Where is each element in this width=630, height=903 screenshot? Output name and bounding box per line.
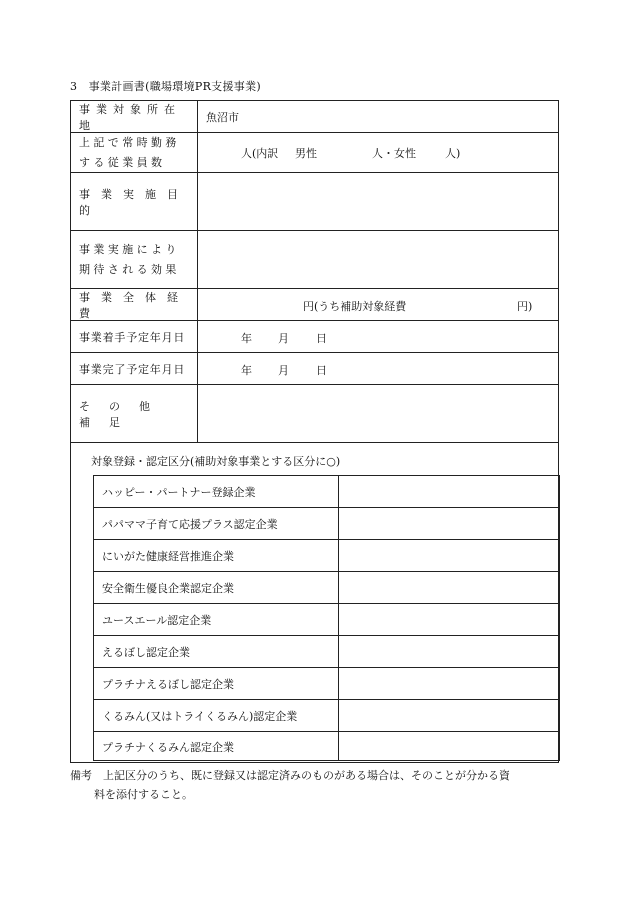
certification-mark-cell[interactable] (339, 508, 559, 539)
location-label: 事業対象所在地 (71, 101, 198, 132)
certification-label: プラチナえるぼし認定企業 (94, 668, 339, 699)
employees-label-line1: 上記で常時勤務 (79, 135, 180, 149)
certification-row (94, 476, 559, 508)
certification-label: 安全衛生優良企業認定企業 (94, 572, 339, 603)
cost-prefix: 円(うち補助対象経費 (303, 300, 407, 313)
certification-label: えるぼし認定企業 (94, 636, 339, 667)
certification-mark-cell[interactable] (339, 572, 559, 603)
certification-mark-cell[interactable] (339, 732, 559, 761)
start-date-label: 事業着手予定年月日 (71, 321, 198, 352)
other-row (71, 385, 558, 443)
employees-row (71, 133, 558, 173)
certification-mark-cell[interactable] (339, 636, 559, 667)
employees-label (71, 133, 198, 172)
start-date-row (71, 321, 558, 353)
certification-label: プラチナくるみん認定企業 (94, 732, 339, 761)
certification-label: ユースエール認定企業 (94, 604, 339, 635)
remarks (70, 766, 560, 804)
remarks-line1: 備考 上記区分のうち、既に登録又は認定済みのものがある場合は、そのことが分かる資 (70, 769, 510, 782)
effect-row (71, 231, 558, 289)
certification-mark-cell[interactable] (339, 700, 559, 731)
end-day: 日 (316, 364, 327, 377)
purpose-label: 事業実施目的 (71, 173, 198, 230)
employees-male-label: 男性 (295, 147, 317, 160)
employees-female-label: 人・女性 (372, 147, 416, 160)
certification-mark-cell[interactable] (339, 604, 559, 635)
employees-unit-people: 人(内訳 (241, 147, 279, 160)
certification-row (94, 540, 559, 572)
certification-label: くるみん(又はトライくるみん)認定企業 (94, 700, 339, 731)
effect-label-line2: 期待される効果 (79, 262, 180, 276)
certification-mark-cell[interactable] (339, 540, 559, 571)
certification-mark-cell[interactable] (339, 668, 559, 699)
location-value[interactable]: 魚沼市 (206, 110, 239, 124)
certification-title: 対象登録・認定区分(補助対象事業とする区分に○) (91, 455, 341, 468)
certification-row (94, 668, 559, 700)
certification-row (94, 636, 559, 668)
employees-label-line2: する従業員数 (79, 155, 166, 169)
certification-table (93, 475, 560, 761)
section-heading: 3 事業計画書(職場環境PR支援事業) (70, 80, 261, 93)
start-month: 月 (278, 332, 289, 345)
employees-close: 人) (445, 147, 461, 160)
certification-label: パパママ子育て応援プラス認定企業 (94, 508, 339, 539)
end-year: 年 (241, 364, 252, 377)
certification-row (94, 508, 559, 540)
effect-label-line1: 事業実施により (79, 242, 180, 256)
end-month: 月 (278, 364, 289, 377)
cost-label: 事業全体経費 (71, 289, 198, 320)
certification-row (94, 572, 559, 604)
remarks-line2: 料を添付すること。 (94, 788, 193, 801)
cost-row (71, 289, 558, 321)
purpose-row (71, 173, 558, 231)
certification-mark-cell[interactable] (339, 476, 559, 507)
start-year: 年 (241, 332, 252, 345)
certification-row (94, 604, 559, 636)
end-date-row (71, 353, 558, 385)
location-row (71, 101, 558, 133)
start-day: 日 (316, 332, 327, 345)
other-label: その他補足 (71, 385, 198, 442)
cost-suffix: 円) (517, 300, 533, 313)
certification-label: にいがた健康経営推進企業 (94, 540, 339, 571)
certification-row (94, 700, 559, 732)
business-plan-form (70, 100, 559, 763)
certification-row (94, 732, 559, 761)
end-date-label: 事業完了予定年月日 (71, 353, 198, 384)
certification-label: ハッピー・パートナー登録企業 (94, 476, 339, 507)
effect-label (71, 231, 198, 288)
